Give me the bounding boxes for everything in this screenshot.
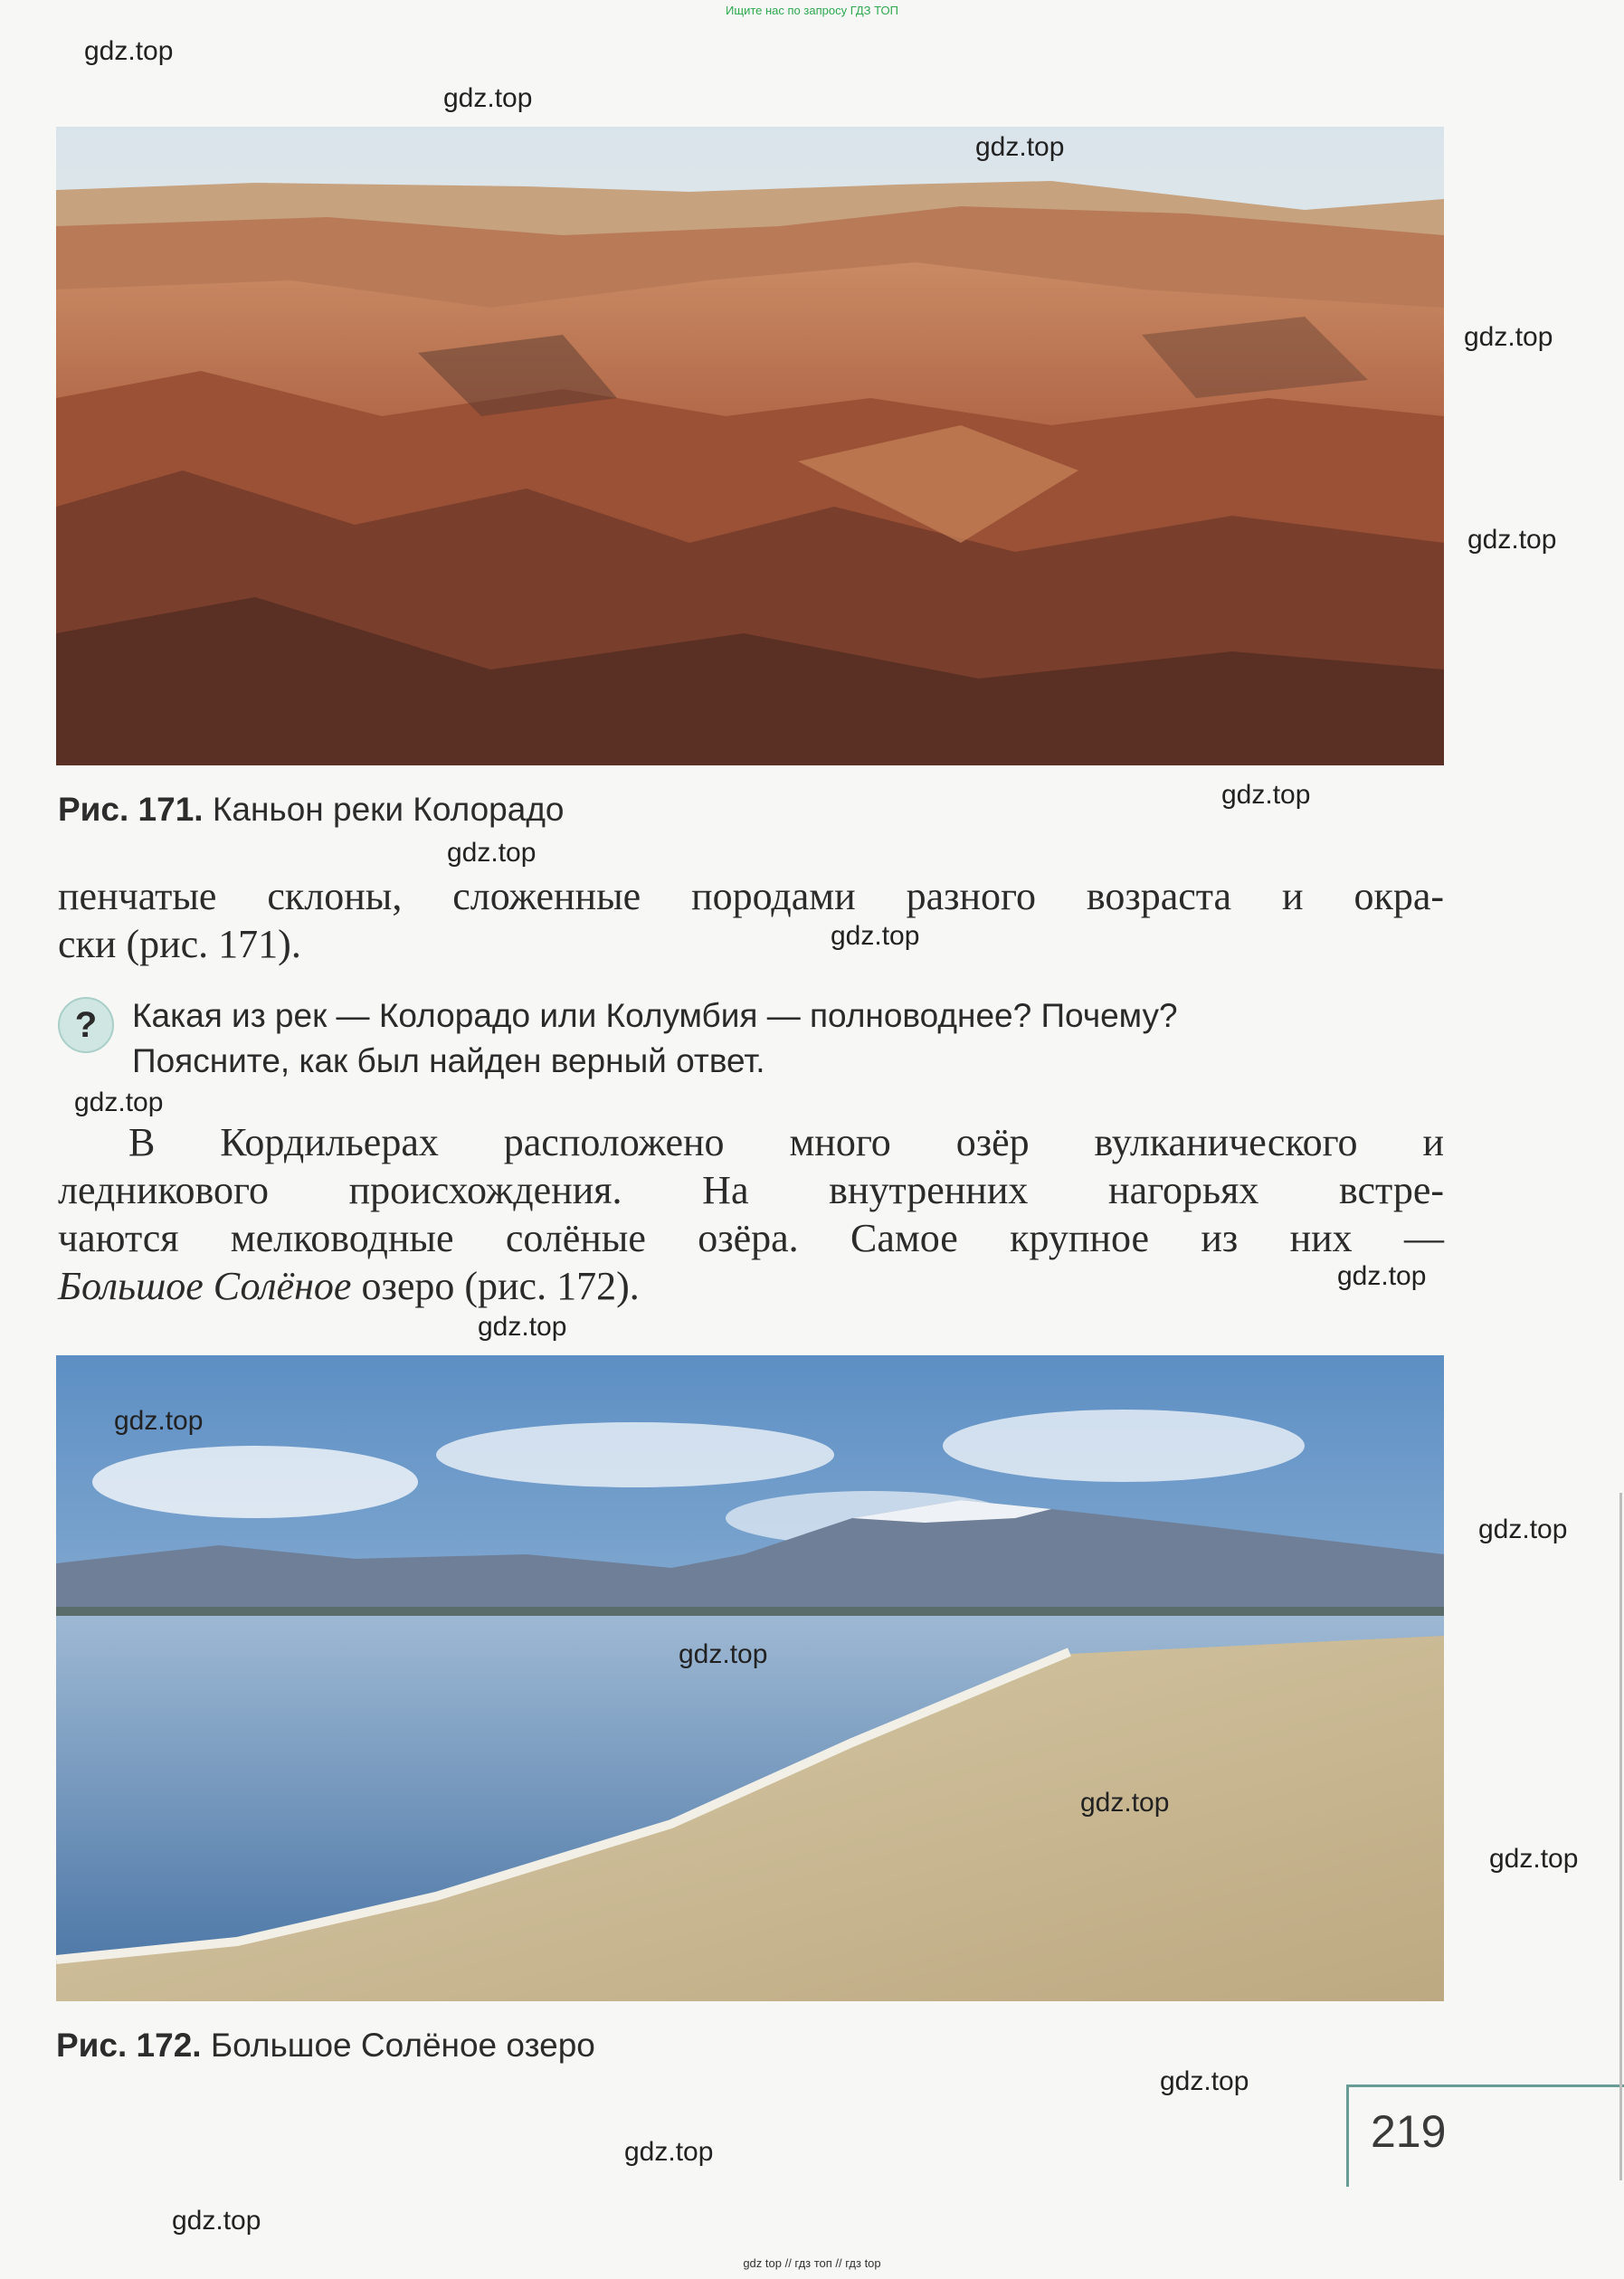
watermark-text: gdz.top: [624, 2137, 714, 2167]
figure-172-title: Большое Солёное озеро: [210, 2027, 595, 2064]
watermark-text: gdz.top: [831, 921, 920, 951]
text-line-rest: озеро (рис. 172).: [351, 1264, 640, 1308]
text-line: В Кордильерах расположено много озёр вулканического и: [128, 1120, 1444, 1164]
text-line: [58, 1262, 1444, 1310]
watermark-text: gdz.top: [1221, 780, 1311, 810]
text-line: ски (рис. 171).: [58, 922, 301, 966]
watermark-text: gdz.top: [74, 1087, 164, 1117]
question-block: [54, 993, 1448, 1093]
watermark-text: gdz.top: [443, 83, 533, 113]
watermark-text: gdz.top: [1467, 525, 1557, 555]
text-line: ледникового происхождения. На внутренних нагорьях встре-: [58, 1168, 1444, 1212]
figure-171-number: Рис. 171.: [58, 791, 204, 828]
text-line: чаются мелководные солёные озёра. Самое крупное из них —: [58, 1216, 1444, 1260]
figure-171-caption: [58, 791, 565, 829]
question-line: Поясните, как был найден верный ответ.: [132, 1042, 765, 1079]
canyon-photo: [56, 127, 1444, 765]
paragraph-canyon-slopes: [58, 872, 1444, 968]
text-line: пенчатые склоны, сложенные породами разного возраста и окра-: [58, 874, 1444, 918]
watermark-text: gdz.top: [975, 132, 1065, 162]
figure-171-title: Каньон реки Колорадо: [212, 791, 565, 828]
figure-172-number: Рис. 172.: [56, 2027, 202, 2064]
watermark-text: gdz.top: [114, 1406, 204, 1436]
watermark-text: gdz.top: [1464, 322, 1553, 352]
watermark-text: gdz.top: [478, 1312, 567, 1342]
question-line: Какая из рек — Колорадо или Колумбия — полноводнее? Почему?: [132, 997, 1178, 1034]
watermark-text: gdz.top: [1489, 1844, 1579, 1874]
watermark-text: gdz.top: [1080, 1788, 1170, 1818]
watermark-text: gdz.top: [1478, 1515, 1568, 1544]
figure-172-caption: [56, 2027, 595, 2065]
watermark-text: gdz.top: [84, 36, 174, 66]
watermark-text: gdz.top: [1337, 1261, 1427, 1291]
question-text: [132, 993, 1178, 1084]
paragraph-cordillera-lakes: [58, 1118, 1444, 1310]
bottom-banner: gdz top // гдз топ // гдз top: [743, 2256, 881, 2270]
page-number: 219: [1371, 2106, 1447, 2157]
lake-photo: [56, 1355, 1444, 2001]
top-banner: Ищите нас по запросу ГДЗ ТОП: [726, 4, 898, 17]
page-edge-rule: [1619, 1493, 1622, 2180]
question-icon: ?: [58, 997, 114, 1053]
lake-name-italic: Большое Солёное: [58, 1264, 352, 1308]
watermark-text: gdz.top: [1160, 2066, 1249, 2096]
watermark-text: gdz.top: [172, 2206, 261, 2236]
watermark-text: gdz.top: [447, 838, 537, 868]
page-number-box: [1346, 2084, 1624, 2187]
watermark-text: gdz.top: [679, 1639, 768, 1669]
